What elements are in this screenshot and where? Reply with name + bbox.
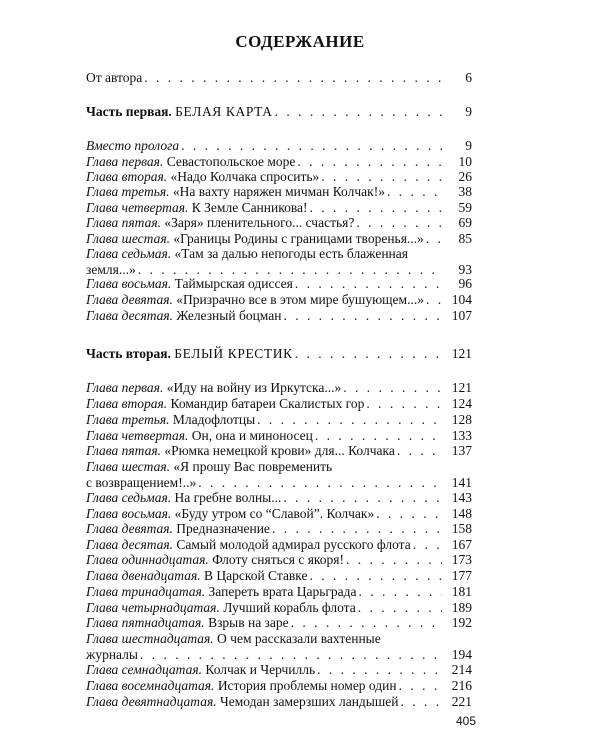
toc-entry-title: «Буду утром со “Славой”. Колчак» (174, 506, 375, 521)
toc-entry-title: Флоту сняться с якоря! (212, 552, 345, 567)
dot-leader (308, 200, 442, 216)
toc-entry-title: «Границы Родины с границами творенья...» (173, 231, 424, 246)
dot-leader (293, 346, 442, 362)
toc-entry-label: Глава четвертая. (86, 200, 189, 215)
toc-entry-label: Глава девятнадцатая. (86, 694, 217, 709)
toc-page-number: 221 (451, 694, 472, 709)
dot-leader (354, 215, 442, 231)
toc-entry-label: Глава третья. (86, 412, 170, 427)
toc-entry-label: Глава двенадцатая. (86, 568, 201, 583)
toc-part-heading (86, 104, 472, 120)
dot-leader (281, 308, 442, 324)
toc-entry (86, 308, 472, 324)
toc-entry-title: «Рюмка немецкой крови» для... Колчака (164, 443, 395, 458)
toc-entry-title: Взрыв на заре (208, 615, 289, 630)
toc-entry (86, 537, 472, 553)
toc-entry-label: Глава десятая. (86, 308, 174, 323)
toc-entry (86, 490, 472, 506)
toc-entry (86, 70, 472, 86)
toc-entry-label: Часть вторая. (86, 346, 171, 361)
toc-page-number: 143 (451, 490, 472, 505)
toc-entry-title: БЕЛАЯ КАРТА (175, 104, 273, 119)
dot-leader (281, 490, 442, 506)
dot-leader (411, 537, 442, 553)
toc-entry (86, 428, 472, 444)
toc-page-number: 192 (451, 615, 472, 630)
toc-entry (86, 138, 472, 154)
toc-entry-title: «Я прошу Вас повременить (173, 459, 333, 474)
toc-entry-title: БЕЛЫЙ КРЕСТИК (174, 346, 293, 361)
toc-entry (86, 292, 472, 308)
dot-leader (364, 396, 442, 412)
toc-page-number: 107 (451, 308, 472, 323)
toc-entry (86, 459, 472, 491)
toc-page-number: 121 (451, 380, 472, 395)
toc-entry-title: О чем рассказали вахтенные (217, 631, 381, 646)
toc-entry (86, 552, 472, 568)
dot-leader (374, 506, 442, 522)
toc-entry-title: На гребне волны... (174, 490, 282, 505)
toc-entry-label: Глава пятая. (86, 215, 161, 230)
toc-entry-title: Железный боцман (176, 308, 282, 323)
toc-entry-label: Глава пятнадцатая. (86, 615, 205, 630)
toc-entry (86, 169, 472, 185)
toc-entry-label: Глава шестая. (86, 231, 170, 246)
dot-leader (397, 678, 442, 694)
toc-page-number: 148 (451, 506, 472, 521)
toc-entry-label: Глава девятая. (86, 292, 173, 307)
toc-entry-title-continued: журналы (86, 647, 138, 662)
dot-leader (308, 568, 442, 584)
toc-entry (86, 521, 472, 537)
toc-page-number: 194 (451, 647, 472, 662)
toc-page-number: 214 (451, 662, 472, 677)
toc-page-number: 85 (458, 231, 472, 246)
toc-entry (86, 396, 472, 412)
toc-entry (86, 231, 472, 247)
toc-entry-title: В Царской Ставке (203, 568, 308, 583)
toc-page-number: 189 (451, 600, 472, 615)
toc-entry-label: Глава вторая. (86, 396, 168, 411)
toc-entry (86, 200, 472, 216)
toc-page-number: 104 (451, 292, 472, 307)
toc-entry-title: Командир батареи Скалистых гор (170, 396, 365, 411)
toc-entry-label: Глава семнадцатая. (86, 662, 202, 677)
toc-entry (86, 154, 472, 170)
toc-page-number: 158 (451, 521, 472, 536)
toc-page-number: 69 (458, 215, 472, 230)
dot-leader (295, 154, 442, 170)
dot-leader (255, 412, 442, 428)
toc-entry-label: Глава восьмая. (86, 506, 172, 521)
toc-entry-title: Самый молодой адмирал русского флота (176, 537, 411, 552)
dot-leader (142, 70, 442, 86)
toc-page-number: 167 (451, 537, 472, 552)
toc-entry-title: К Земле Санникова! (191, 200, 308, 215)
toc-entry-title: Таймырская одиссея (174, 276, 293, 291)
toc-entry (86, 246, 472, 278)
toc-entry (86, 276, 472, 292)
dot-leader (138, 647, 442, 663)
toc-entry (86, 678, 472, 694)
toc-entry-label: Глава десятая. (86, 537, 174, 552)
toc-entry-title: Младофлотцы (172, 412, 256, 427)
toc-entry-title-continued: с возвращением!..» (86, 475, 197, 490)
toc-entry-label: Глава девятая. (86, 521, 173, 536)
dot-leader (398, 694, 442, 710)
toc-entry-title: Запереть врата Царьграда (208, 584, 357, 599)
dot-leader (357, 584, 443, 600)
toc-page-number: 121 (451, 346, 472, 361)
toc-entry-label: Часть первая. (86, 104, 172, 119)
toc-entry (86, 631, 472, 663)
toc-entry (86, 615, 472, 631)
toc-entry (86, 568, 472, 584)
toc-page-number: 133 (451, 428, 472, 443)
toc-entry-title: Предназначение (176, 521, 270, 536)
dot-leader (270, 521, 442, 537)
toc-page-number: 181 (451, 584, 472, 599)
dot-leader (315, 662, 442, 678)
dot-leader (196, 475, 442, 491)
toc-entry-title: История проблемы номер один (217, 678, 397, 693)
toc-page-number: 177 (451, 568, 472, 583)
dot-leader (395, 443, 442, 459)
dot-leader (179, 138, 442, 154)
toc-entry-title: Чемодан замерзших ландышей (219, 694, 399, 709)
toc-entry-label: Глава восемнадцатая. (86, 678, 215, 693)
toc-page-number: 124 (451, 396, 472, 411)
toc-entry-title: От автора (86, 70, 143, 85)
toc-entry-title-continued: земля...» (86, 262, 136, 277)
toc-entry-title: «Надо Колчака спросить» (170, 169, 320, 184)
toc-entry-title: «Заря» пленительного... счастья? (164, 215, 355, 230)
toc-entry-title: «Там за далью непогоды есть блаженная (174, 246, 408, 261)
toc-page-number: 173 (451, 552, 472, 567)
dot-leader (319, 169, 442, 185)
toc-entry-first-line (86, 631, 472, 647)
toc-entry-first-line (86, 246, 472, 262)
toc-part-heading (86, 346, 472, 362)
toc-entry-title: «Призрачно все в этом мире бушующем...» (176, 292, 424, 307)
toc-entry-label: Глава шестнадцатая. (86, 631, 214, 646)
toc-page-number: 38 (458, 184, 472, 199)
toc-entry-label: Глава тринадцатая. (86, 584, 206, 599)
toc-entry-label: Глава вторая. (86, 169, 168, 184)
page-title: СОДЕРЖАНИЕ (235, 32, 365, 51)
toc-entry-title: Он, она и миноносец (191, 428, 313, 443)
toc-page-number: 96 (458, 276, 472, 291)
toc-page-number: 9 (465, 104, 472, 119)
dot-leader (344, 552, 442, 568)
toc-page-number: 141 (451, 475, 472, 490)
toc-entry-title: Севастопольское море (166, 154, 296, 169)
toc-entry (86, 215, 472, 231)
toc-entry-label: Глава пятая. (86, 443, 161, 458)
toc-entry (86, 506, 472, 522)
toc-entry (86, 412, 472, 428)
toc-page-number: 128 (451, 412, 472, 427)
toc-page-number: 6 (465, 70, 472, 85)
toc-entry (86, 443, 472, 459)
toc-entry-label: Глава восьмая. (86, 276, 172, 291)
toc-entry-title: «На вахту наряжен мичман Колчак!» (172, 184, 385, 199)
toc-entry-title: Колчак и Черчилль (205, 662, 316, 677)
toc-entry-label: Вместо пролога (86, 138, 180, 153)
toc-entry (86, 694, 472, 710)
dot-leader (341, 380, 442, 396)
toc-page-number: 59 (458, 200, 472, 215)
toc-page-number: 93 (458, 262, 472, 277)
dot-leader (356, 600, 442, 616)
toc-entry-label: Глава четырнадцатая. (86, 600, 220, 615)
toc-entry-label: Глава четвертая. (86, 428, 189, 443)
toc-entry (86, 584, 472, 600)
page-number: 405 (456, 714, 477, 728)
toc-entry-first-line (86, 459, 472, 475)
toc-page-number: 10 (458, 154, 472, 169)
dot-leader (424, 231, 442, 247)
toc-entry-label: Глава шестая. (86, 459, 170, 474)
dot-leader (273, 104, 442, 120)
dot-leader (385, 184, 442, 200)
dot-leader (313, 428, 442, 444)
toc-entry-label: Глава одиннадцатая. (86, 552, 209, 567)
toc-entry-label: Глава третья. (86, 184, 170, 199)
toc-entry-label: Глава седьмая. (86, 490, 172, 505)
toc-entry-label: Глава первая. (86, 380, 164, 395)
toc-entry (86, 380, 472, 396)
toc-page-number: 9 (465, 138, 472, 153)
toc-entry-label: Глава первая. (86, 154, 164, 169)
toc-entry (86, 184, 472, 200)
dot-leader (293, 276, 442, 292)
toc-page-number: 137 (451, 443, 472, 458)
dot-leader (289, 615, 442, 631)
toc-entry-label: Глава седьмая. (86, 246, 172, 261)
toc-entry (86, 662, 472, 678)
toc-page-number: 26 (458, 169, 472, 184)
toc-entry-title: «Иду на войну из Иркутска...» (166, 380, 342, 395)
toc-page-number: 216 (451, 678, 472, 693)
toc-entry (86, 600, 472, 616)
toc-entry-title: Лучший корабль флота (223, 600, 356, 615)
dot-leader (424, 292, 442, 308)
